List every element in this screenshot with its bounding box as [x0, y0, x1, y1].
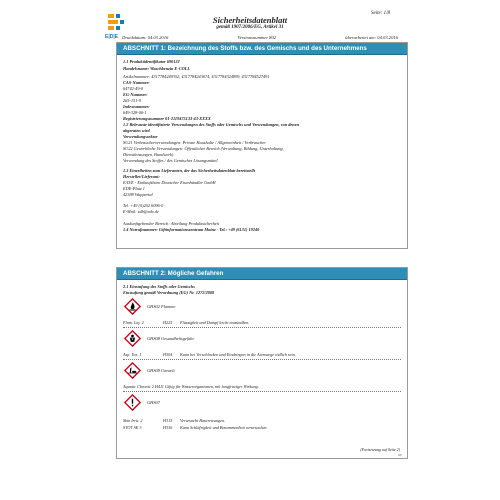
index-value: 649-328-00-1 — [123, 110, 147, 115]
classification-regulation: Einstufung gemäß Verordnung (EG) Nr. 1272/2008 — [123, 290, 215, 295]
document-subtitle: gemäß 1907/2006/EG, Artikel 31 — [216, 25, 284, 30]
print-date: Druckdatum: 04.03.2016 — [122, 35, 169, 40]
revision-date: überarbeitet am: 04.03.2016 — [345, 35, 398, 40]
company-city: 42389 Wuppertal — [123, 192, 153, 197]
section-1 — [116, 42, 408, 249]
hazard-code: H336 — [163, 425, 173, 430]
relevant-uses-heading: 1.2 Relevante identifizierte Verwendungen des Stoffs oder Gemischs und Verwendungen, von denen — [123, 122, 299, 127]
info-department: Auskunftgebender Bereich: Abteilung Produktsicherheit — [123, 221, 220, 226]
company-name: E/D/E - Einkaufsbüro Deutscher Eisenhändler GmbH — [123, 180, 216, 185]
document-title: Sicherheitsdatenblatt — [212, 15, 288, 25]
section-1-heading: ABSCHNITT 1: Bezeichnung des Stoffs bzw. des Gemischs und des Unternehmens — [117, 43, 407, 55]
hazard-text: Verursacht Hautreizungen. — [180, 418, 225, 423]
cas-label: CAS-Nummer: — [123, 80, 150, 85]
version-number: Versionsnummer 802 — [237, 35, 277, 40]
hazard-row-h225 — [123, 320, 401, 328]
company-street: EDE-Platz 1 — [123, 186, 145, 191]
hazard-class: STOT SE 3 — [123, 425, 142, 430]
hazard-row-h315 — [123, 418, 401, 425]
eg-label: EG-Nummer: — [123, 92, 148, 97]
exclamation-icon — [124, 394, 141, 411]
eg-value: 265-151-9 — [123, 98, 141, 103]
emergency-number: 1.4 Notrufnummer: Giftinformationszentrum Mainz - Tel.: +49 (6131) 19240 — [123, 227, 260, 232]
company-phone: Tel. +49 (0)202 6096-0 — [123, 203, 164, 208]
environment-icon — [124, 362, 141, 379]
hazard-class: Asp. Tox. 1 — [123, 352, 142, 357]
company-email[interactable]: E-Mail: sdb@ede.de — [123, 209, 159, 214]
index-label: Indexnummer: — [123, 104, 150, 109]
flame-icon — [124, 298, 141, 315]
document-page — [92, 6, 408, 461]
hazard-text: Flüssigkeit und Dampf leicht entzündbar. — [180, 320, 249, 325]
ghs02-label: GHS02 Flamme — [147, 304, 176, 309]
hazard-row-h336 — [123, 425, 401, 432]
cas-value: 64742-49-0 — [123, 86, 144, 91]
product-identifier: 1.1 Produktidentifikator 690122 — [123, 59, 180, 64]
hazard-code: H304 — [163, 352, 173, 357]
hazard-text: Kann bei Verschlucken und Eindringen in die Atemwege tödlich sein. — [180, 352, 296, 357]
page-number: Seite: 1/8 — [370, 11, 390, 16]
hazard-row-h411 — [123, 384, 401, 392]
health-hazard-icon — [124, 330, 141, 347]
hazard-class: Skin Irrit. 2 — [123, 418, 143, 423]
section-2-heading: ABSCHNITT 2: Mögliche Gefahren — [117, 268, 407, 280]
hazard-text: Kann Schläfrigkeit und Benommenheit verursachen. — [180, 425, 268, 430]
supplier-details-heading: 1.3 Einzelheiten zum Lieferanten, der das Sicherheitsdatenblatt bereitstellt — [123, 168, 255, 173]
logo-text: E|D|E — [105, 34, 119, 40]
document-meta — [122, 35, 398, 40]
hazard-code: H225 — [163, 320, 173, 325]
su22-cont: Dienstleistungen, Handwerk) — [123, 152, 174, 157]
language-code: DE — [398, 453, 402, 457]
ghs09-label: GHS09 Umwelt — [147, 368, 175, 373]
registration-number: Registrierungsnummer 01-2119475133-43-XXXX — [123, 116, 211, 121]
continuation-note: (Fortsetzung auf Seite 2) — [360, 447, 400, 452]
classification-heading: 2.1 Einstufung des Stoffs oder Gemischs — [123, 284, 195, 289]
hazard-row-h304 — [123, 352, 401, 360]
trade-name-value: Waschbenzin E-COLL — [150, 66, 190, 71]
use-of-substance: Verwendung des Stoffes / des Gemisches Lösungsmittel — [123, 158, 218, 163]
hazard-class: Flam. Liq. 2 — [123, 320, 144, 325]
su22: SU22 Gewerbliche Verwendungen: Öffentlicher Bereich (Verwaltung, Bildung, Unterhaltung, — [123, 146, 284, 151]
hazard-code: H315 — [163, 418, 173, 423]
su21: SU21 Verbraucherverwendungen: Private Haushalte / Allgemeinheit / Verbraucher — [123, 140, 267, 145]
relevant-uses-heading-cont: abgeraten wird — [123, 128, 150, 133]
hazard-text: Aquatic Chronic 2 H411 Giftig für Wasserorganismen, mit langfristiger Wirkung. — [123, 384, 259, 389]
article-numbers: Artikelnummer: 4317784249352, 4317784243674, 4317784324899, 4317784527491 — [123, 74, 270, 79]
ghs07-label: GHS07 — [147, 400, 160, 405]
use-sector-label: Verwendungssektor — [123, 134, 158, 139]
trade-name — [123, 66, 403, 71]
ghs08-label: GHS08 Gesundheitsgefahr — [147, 336, 195, 341]
manufacturer-label: Hersteller/Lieferant: — [123, 174, 160, 179]
trade-name-label: Handelsname: — [123, 66, 151, 71]
section-2 — [116, 267, 408, 459]
